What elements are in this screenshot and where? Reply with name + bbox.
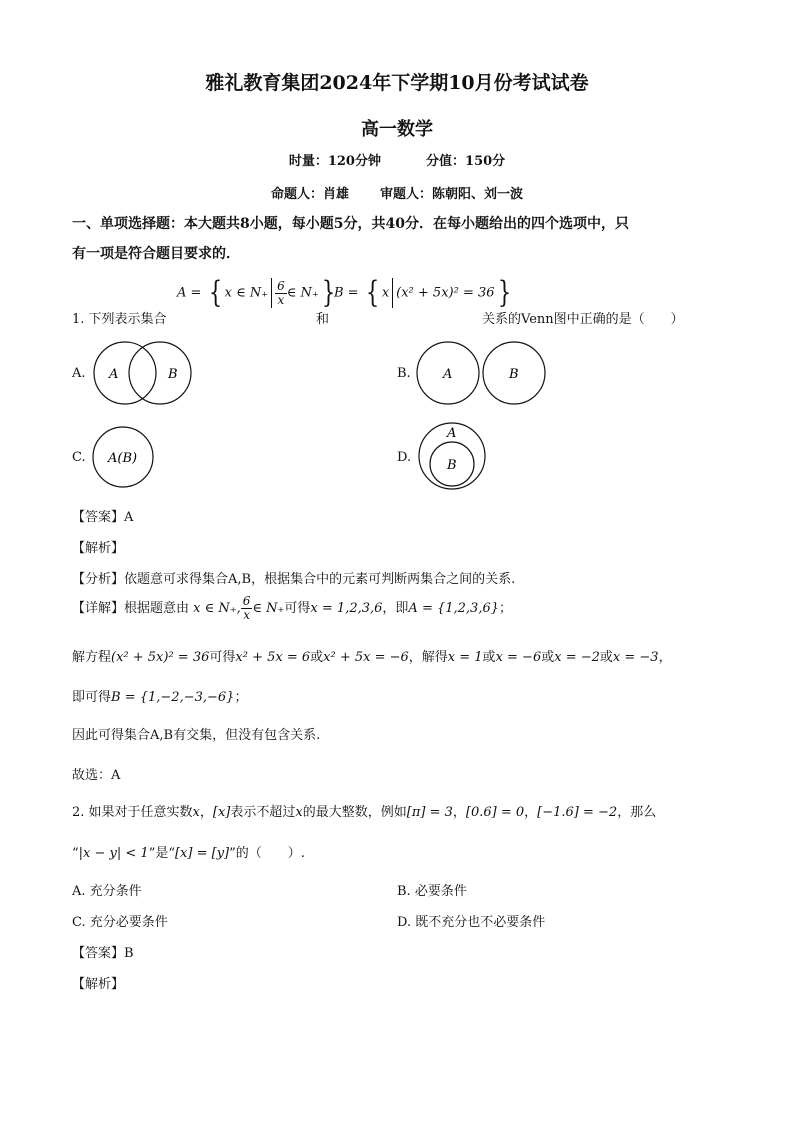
q1-b-line <box>72 686 247 705</box>
venn-label-B: B <box>509 367 519 382</box>
exam-title: 雅礼教育集团2024年下学期10月份考试试卷 <box>205 72 589 94</box>
q2-line1 <box>72 801 656 820</box>
solve-end: ， <box>658 650 672 665</box>
q1-suffix: 关系的Venn图中正确的是（ ） <box>482 312 684 327</box>
venn-label-A: A <box>447 426 457 441</box>
setA-left: A = <box>177 285 206 301</box>
q1-option-A-label: A. <box>72 366 86 381</box>
solve-eq1: x² + 5x = 6 <box>235 650 311 665</box>
q2-cond: |x − y| < 1 <box>78 846 149 861</box>
solve-label: 解方程 <box>72 650 112 665</box>
xiangjie-setA: A = {1,2,3,6} <box>408 601 499 616</box>
venn-label-B: B <box>168 367 178 382</box>
xiangjie-frac-den: x <box>243 608 250 622</box>
setA-inner: x ∈ N₊ <box>224 285 269 301</box>
solve-r2: x = −6 <box>495 650 542 665</box>
q2-ex3: [−1.6] = −2 <box>537 805 618 820</box>
q2-line1-b: ， <box>199 805 213 820</box>
q2-option-D: D. 既不充分也不必要条件 <box>397 915 546 930</box>
solve-eq: (x² + 5x)² = 36 <box>111 650 210 665</box>
solve-or1: 或 <box>310 650 324 665</box>
venn-label-A: A <box>109 367 119 382</box>
q1-conclusion: 因此可得集合A,B有交集，但没有包含关系. <box>72 728 321 743</box>
setB-inner: x <box>381 285 390 301</box>
section-heading-line2: 有一项是符合题目要求的． <box>72 246 240 262</box>
q1-xiangjie <box>72 592 512 626</box>
solve-eq2: x² + 5x = −6 <box>323 650 409 665</box>
section-heading-line1: 一、单项选择题：本大题共8小题，每小题5分，共40分．在每小题给出的四个选项中，只 <box>72 216 629 232</box>
q2-line1-c: 表示不超过 <box>230 805 296 820</box>
q2-line2-c: ”的（ ）. <box>229 846 305 861</box>
setA-frac-den: x <box>277 292 285 307</box>
q1-choice: 故选：A <box>72 768 121 783</box>
q1-fenxi <box>72 568 515 587</box>
venn-circle-B <box>129 342 191 404</box>
reviewer-label: 审题人：陈朝阳、刘一波 <box>380 187 524 202</box>
setA-frac-num: 6 <box>277 278 285 293</box>
q1-setB: B = { x (x² + 5x)² = 36} <box>334 275 511 310</box>
q2-x2: x <box>295 805 303 820</box>
fenxi-tag: 【分析】 <box>72 572 125 587</box>
xiangjie-frac-num: 6 <box>242 594 251 608</box>
solve-or4: 或 <box>599 650 613 665</box>
b-end: ； <box>234 690 248 705</box>
q2-line1-e: ，那么 <box>617 805 657 820</box>
q1-prefix: 1. 下列表示集合 <box>72 312 167 327</box>
time-score-line <box>0 150 794 169</box>
setter-label: 命题人：肖雄 <box>270 187 349 202</box>
xiangjie-text-b: 可得 <box>284 601 311 616</box>
q2-option-B: B. 必要条件 <box>397 884 467 899</box>
venn-circle-A <box>94 342 156 404</box>
q2-answer: 【答案】B <box>72 946 134 961</box>
authors-line <box>0 183 794 202</box>
solve-r4: x = −3 <box>612 650 659 665</box>
q1-analysis-head: 【解析】 <box>72 541 125 556</box>
xiangjie-text-c: ，即 <box>382 601 409 616</box>
q2-bracket-x: [x] <box>212 805 231 820</box>
q2-ex1: [π] = 3 <box>406 805 453 820</box>
q2-comma2: ， <box>524 805 538 820</box>
q1-option-C-label: C. <box>72 450 86 465</box>
q2-line2-a: “ <box>72 846 79 861</box>
setB-left: B = <box>334 285 363 301</box>
q2-comma1: ， <box>452 805 466 820</box>
b-set: B = {1,−2,−3,−6} <box>111 690 235 705</box>
q1-option-D-label: D. <box>397 450 412 465</box>
xiangjie-tag: 【详解】 <box>72 601 125 616</box>
q1-and: 和 <box>316 312 330 327</box>
q1-answer: 【答案】A <box>72 510 134 525</box>
venn-label-B: B <box>447 458 457 473</box>
q1-option-B-venn <box>414 338 554 408</box>
q2-line2 <box>72 842 305 861</box>
xiangjie-vals: x = 1,2,3,6 <box>310 601 383 616</box>
fenxi-text: 依题意可求得集合A,B，根据集合中的元素可判断两集合之间的关系. <box>124 572 516 587</box>
q2-line1-d: 的最大整数，例如 <box>302 805 407 820</box>
solve-or3: 或 <box>541 650 555 665</box>
q1-option-A-venn <box>90 338 200 408</box>
xiangjie-text-a: 根据题意由 <box>124 601 190 616</box>
subject-title: 高一数学 <box>361 119 433 140</box>
solve-r1: x = 1 <box>447 650 483 665</box>
venn-label-A: A <box>443 367 453 382</box>
q1-option-D-venn <box>416 420 488 492</box>
q1-option-B-label: B. <box>397 366 411 381</box>
q2-x: x <box>192 805 200 820</box>
solve-b: 可得 <box>209 650 236 665</box>
solve-c: ，解得 <box>408 650 448 665</box>
q1-setA: A = { x ∈ N₊ $\frac{6}{x}$ ∈ N₊} <box>177 275 335 310</box>
q2-ex2: [0.6] = 0 <box>465 805 525 820</box>
xiangjie-end: ； <box>499 601 513 616</box>
q2-concl: [x] = [y] <box>174 846 230 861</box>
solve-or2: 或 <box>482 650 496 665</box>
solve-r3: x = −2 <box>554 650 600 665</box>
time-label: 时量：120分钟 <box>288 154 381 169</box>
setB-expr: (x² + 5x)² = 36 <box>396 285 495 301</box>
b-line-a: 即可得 <box>72 690 112 705</box>
q2-line2-b: ”是“ <box>148 846 175 861</box>
xiangjie-cond2: ∈ N₊ <box>252 601 285 616</box>
venn-label-AB: A(B) <box>108 451 138 466</box>
q2-line1-a: 2. 如果对于任意实数 <box>72 805 193 820</box>
setA-right: ∈ N₊ <box>286 285 319 301</box>
q1-solve-line <box>72 646 672 665</box>
score-label: 分值：150分 <box>426 154 506 169</box>
xiangjie-cond: x ∈ N₊, <box>193 601 241 616</box>
q2-option-A: A. 充分条件 <box>72 884 142 899</box>
q2-analysis-head: 【解析】 <box>72 977 125 992</box>
q1-option-C-venn <box>90 424 160 490</box>
q2-option-C: C. 充分必要条件 <box>72 915 168 930</box>
